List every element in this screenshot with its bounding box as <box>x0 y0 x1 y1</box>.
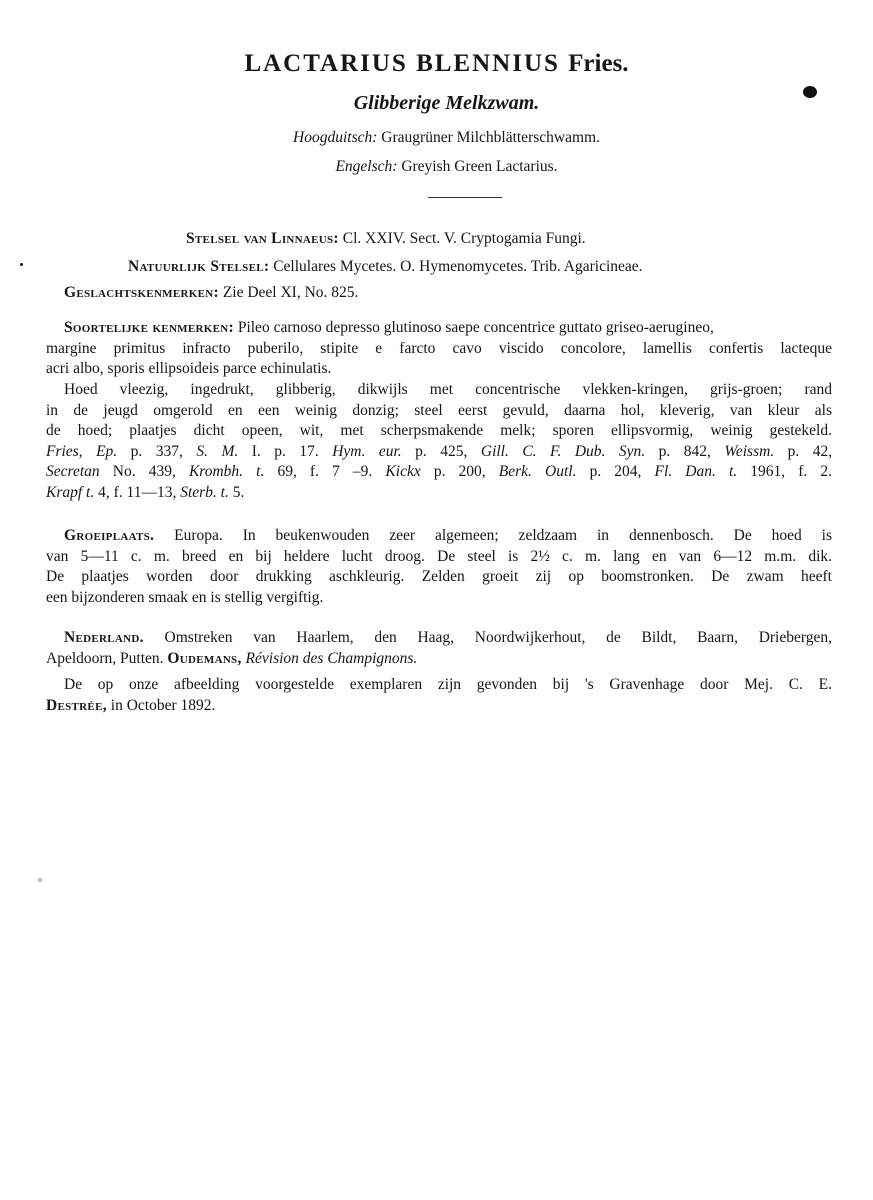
references-line-2 <box>46 462 832 483</box>
ref-berk-page: p. 204, <box>589 463 642 480</box>
description-line-3: de hoed; plaatjes dicht opeen, wit, met scherpsmakende melk; sporen ellipsvormig, weinig gestekeld. <box>46 422 832 439</box>
species-line-1 <box>46 318 832 339</box>
german-name-line <box>0 129 873 147</box>
habitat-line-3: De plaatjes worden door drukking aschkleurig. Zelden groeit zij op boomstronken. De zwam heeft <box>46 568 832 585</box>
english-label: Engelsch: <box>335 158 398 175</box>
ref-krombh-page: 69, f. 7 –9. <box>277 463 373 480</box>
description-line-1: Hoed vleezig, ingedrukt, glibberig, dikwijls met concentrische vlekken-kringen, grijs-groen; rand <box>64 381 832 398</box>
netherlands-text-1: Omstreken van Haarlem, den Haag, Noordwijkerhout, de Bildt, Baarn, Driebergen, <box>164 629 833 646</box>
natural-system-text: Cellulares Mycetes. O. Hymenomycetes. Trib. Agaricineae. <box>273 257 643 275</box>
habitat-line-1 <box>46 526 832 547</box>
oudemans-name: Oudemans, <box>167 649 242 667</box>
german-name: Graugrüner Milchblätterschwamm. <box>381 129 600 146</box>
ref-sm: S. M. <box>196 442 239 460</box>
english-name: Greyish Green Lactarius. <box>401 158 558 175</box>
ref-fl-dan: Fl. Dan. t. <box>654 463 738 480</box>
natural-system-line <box>46 257 832 278</box>
ink-blot <box>803 86 817 98</box>
netherlands-line-2 <box>46 649 832 670</box>
paper-speck <box>38 878 42 882</box>
ref-fl-dan-page: 1961, f. 2. <box>750 463 833 480</box>
ref-weissm: Weissm. <box>724 442 775 460</box>
species-label: Soortelijke kenmerken: <box>64 319 234 336</box>
genus-label: Geslachtskenmerken: <box>64 284 219 301</box>
habitat-text-1: Europa. In beukenwouden zeer algemeen; zeldzaam in dennenbosch. De hoed is <box>174 527 833 544</box>
genus-line <box>46 283 832 304</box>
netherlands-label: Nederland. <box>64 629 144 646</box>
netherlands-section <box>46 628 832 669</box>
ref-hym-page: p. 425, <box>415 442 468 460</box>
ref-berk: Berk. Outl. <box>498 463 577 480</box>
ref-weissm-page: p. 42, <box>787 442 833 460</box>
species-line-3: acri albo, sporis ellipsoideis parce echinulatis. <box>46 360 332 377</box>
german-label: Hoogduitsch: <box>293 129 378 146</box>
author-name: Fries. <box>568 50 629 77</box>
netherlands-text-2: Apeldoorn, Putten. <box>46 649 164 667</box>
species-line-2: margine primitus infracto puberilo, stipite e farcto cavo viscido concolore, lamellis confertis lacteque <box>46 339 832 357</box>
ref-sterb-page: 5. <box>232 483 245 501</box>
ref-secretan: Secretan <box>46 463 100 480</box>
species-characteristics <box>46 318 832 380</box>
species-text-1: Pileo carnoso depresso glutinoso saepe concentrice guttato griseo-aerugineo, <box>237 319 714 336</box>
ref-gill-page: p. 842, <box>658 442 711 460</box>
ref-krapf: Krapf t. <box>46 483 95 501</box>
ref-kickx: Kickx <box>385 463 421 480</box>
latin-name: LACTARIUS BLENNIUS <box>244 50 560 77</box>
paper-speck <box>20 263 23 266</box>
ref-sm-page: I. p. 17. <box>251 442 319 460</box>
classification-section <box>46 229 832 304</box>
habitat-section <box>46 526 832 608</box>
ref-secretan-page: No. 439, <box>112 463 176 480</box>
ref-sterb: Sterb. t. <box>180 483 229 501</box>
specimen-line-1: De op onze afbeelding voorgestelde exemplaren zijn gevonden bij 's Gravenhage door Mej. C. E. <box>64 676 832 693</box>
english-name-line <box>0 158 873 176</box>
habitat-line-2: van 5—11 c. m. breed en bij heldere lucht droog. De steel is 2½ c. m. lang en van 6—12 m.m. dik. <box>46 547 832 565</box>
specimen-section <box>46 675 832 716</box>
dutch-common-name: Glibberige Melkzwam. <box>353 92 540 114</box>
ref-kickx-page: p. 200, <box>433 463 486 480</box>
species-title <box>0 50 873 78</box>
specimen-line-2 <box>46 696 832 717</box>
linnaeus-label: Stelsel van Linnaeus: <box>186 230 339 247</box>
ref-fries: Fries, Ep. <box>46 442 118 460</box>
natural-system-label: Natuurlijk Stelsel: <box>128 257 270 275</box>
ref-krombh: Krombh. t. <box>188 463 265 480</box>
habitat-label: Groeiplaats. <box>64 527 155 544</box>
ref-gill: Gill. C. F. Dub. Syn. <box>480 442 646 460</box>
description-section <box>46 380 832 503</box>
linnaeus-line <box>46 229 832 250</box>
specimen-date: in October 1892. <box>110 696 216 714</box>
separator-rule <box>428 197 502 198</box>
linnaeus-text: Cl. XXIV. Sect. V. Cryptogamia Fungi. <box>342 230 586 247</box>
ref-fries-page: p. 337, <box>130 442 183 460</box>
habitat-line-4: een bijzonderen smaak en is stellig vergiftig. <box>46 588 324 606</box>
description-line-2: in de jeugd omgerold en een weinig donzig; steel eerst gevuld, daarna hol, kleverig, van kleur als <box>46 401 832 419</box>
destree-name: Destrée, <box>46 696 107 714</box>
netherlands-line-1 <box>46 628 832 649</box>
revision-title: Révision des Champignons. <box>245 649 418 667</box>
references-line-1 <box>46 442 832 463</box>
ref-krapf-page: 4, f. 11—13, <box>98 483 177 501</box>
ref-hym: Hym. eur. <box>332 442 402 460</box>
references-line-3 <box>46 483 832 504</box>
genus-text: Zie Deel XI, No. 825. <box>222 284 359 301</box>
